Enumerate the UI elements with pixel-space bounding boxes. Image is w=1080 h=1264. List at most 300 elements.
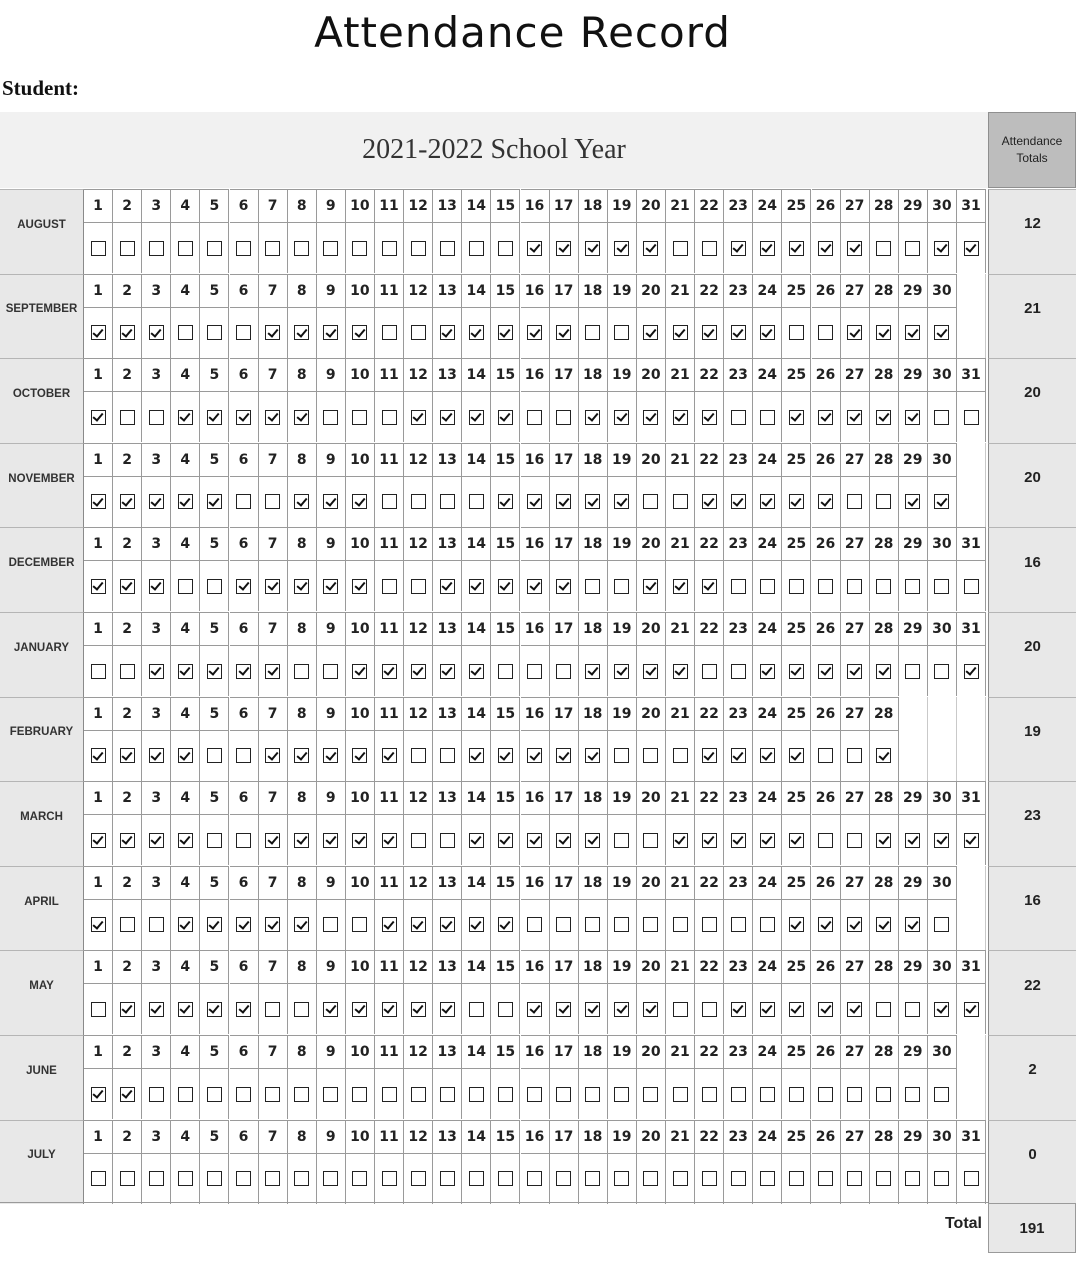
attendance-checkbox-checked[interactable]	[702, 494, 717, 509]
attendance-checkbox[interactable]	[323, 1087, 338, 1102]
attendance-checkbox-checked[interactable]	[760, 494, 775, 509]
attendance-checkbox[interactable]	[411, 748, 426, 763]
attendance-checkbox[interactable]	[731, 917, 746, 932]
attendance-checkbox-checked[interactable]	[876, 325, 891, 340]
attendance-checkbox-checked[interactable]	[527, 833, 542, 848]
attendance-checkbox[interactable]	[323, 1171, 338, 1186]
attendance-checkbox-checked[interactable]	[91, 410, 106, 425]
attendance-checkbox[interactable]	[847, 494, 862, 509]
attendance-checkbox[interactable]	[934, 664, 949, 679]
attendance-checkbox-checked[interactable]	[265, 410, 280, 425]
attendance-checkbox-checked[interactable]	[265, 664, 280, 679]
attendance-checkbox[interactable]	[760, 410, 775, 425]
attendance-checkbox-checked[interactable]	[847, 410, 862, 425]
attendance-checkbox[interactable]	[411, 494, 426, 509]
attendance-checkbox-checked[interactable]	[847, 325, 862, 340]
attendance-checkbox-checked[interactable]	[91, 917, 106, 932]
attendance-checkbox[interactable]	[964, 579, 979, 594]
attendance-checkbox-checked[interactable]	[876, 917, 891, 932]
attendance-checkbox-checked[interactable]	[178, 917, 193, 932]
attendance-checkbox-checked[interactable]	[556, 1002, 571, 1017]
attendance-checkbox-checked[interactable]	[352, 833, 367, 848]
attendance-checkbox-checked[interactable]	[323, 1002, 338, 1017]
attendance-checkbox[interactable]	[934, 1087, 949, 1102]
attendance-checkbox[interactable]	[556, 917, 571, 932]
attendance-checkbox-checked[interactable]	[149, 748, 164, 763]
attendance-checkbox[interactable]	[643, 494, 658, 509]
attendance-checkbox-checked[interactable]	[818, 917, 833, 932]
attendance-checkbox-checked[interactable]	[760, 1002, 775, 1017]
attendance-checkbox-checked[interactable]	[91, 748, 106, 763]
attendance-checkbox-checked[interactable]	[847, 917, 862, 932]
attendance-checkbox[interactable]	[614, 1087, 629, 1102]
attendance-checkbox[interactable]	[527, 664, 542, 679]
attendance-checkbox-checked[interactable]	[527, 1002, 542, 1017]
attendance-checkbox-checked[interactable]	[789, 241, 804, 256]
attendance-checkbox-checked[interactable]	[207, 494, 222, 509]
attendance-checkbox-checked[interactable]	[789, 748, 804, 763]
attendance-checkbox[interactable]	[440, 241, 455, 256]
attendance-checkbox[interactable]	[294, 241, 309, 256]
attendance-checkbox[interactable]	[91, 1171, 106, 1186]
attendance-checkbox-checked[interactable]	[323, 748, 338, 763]
attendance-checkbox[interactable]	[236, 1087, 251, 1102]
attendance-checkbox-checked[interactable]	[120, 325, 135, 340]
attendance-checkbox[interactable]	[673, 1002, 688, 1017]
attendance-checkbox[interactable]	[934, 410, 949, 425]
attendance-checkbox[interactable]	[731, 579, 746, 594]
attendance-checkbox-checked[interactable]	[207, 410, 222, 425]
attendance-checkbox[interactable]	[149, 1171, 164, 1186]
attendance-checkbox-checked[interactable]	[236, 579, 251, 594]
attendance-checkbox[interactable]	[236, 748, 251, 763]
attendance-checkbox-checked[interactable]	[818, 494, 833, 509]
attendance-checkbox-checked[interactable]	[352, 1002, 367, 1017]
attendance-checkbox-checked[interactable]	[469, 410, 484, 425]
attendance-checkbox[interactable]	[964, 1171, 979, 1186]
attendance-checkbox[interactable]	[91, 664, 106, 679]
attendance-checkbox-checked[interactable]	[731, 833, 746, 848]
attendance-checkbox-checked[interactable]	[440, 410, 455, 425]
attendance-checkbox-checked[interactable]	[469, 579, 484, 594]
attendance-checkbox[interactable]	[760, 1087, 775, 1102]
attendance-checkbox[interactable]	[760, 1171, 775, 1186]
attendance-checkbox-checked[interactable]	[294, 494, 309, 509]
attendance-checkbox-checked[interactable]	[498, 579, 513, 594]
attendance-checkbox-checked[interactable]	[556, 241, 571, 256]
attendance-checkbox-checked[interactable]	[731, 325, 746, 340]
attendance-checkbox[interactable]	[643, 833, 658, 848]
attendance-checkbox[interactable]	[585, 1087, 600, 1102]
attendance-checkbox[interactable]	[498, 664, 513, 679]
attendance-checkbox[interactable]	[643, 917, 658, 932]
attendance-checkbox-checked[interactable]	[731, 1002, 746, 1017]
attendance-checkbox[interactable]	[818, 833, 833, 848]
attendance-checkbox-checked[interactable]	[934, 494, 949, 509]
attendance-checkbox[interactable]	[643, 1087, 658, 1102]
attendance-checkbox-checked[interactable]	[905, 917, 920, 932]
attendance-checkbox[interactable]	[440, 1087, 455, 1102]
attendance-checkbox[interactable]	[149, 917, 164, 932]
attendance-checkbox[interactable]	[411, 325, 426, 340]
attendance-checkbox-checked[interactable]	[207, 664, 222, 679]
attendance-checkbox-checked[interactable]	[498, 917, 513, 932]
attendance-checkbox[interactable]	[614, 1171, 629, 1186]
attendance-checkbox-checked[interactable]	[352, 748, 367, 763]
attendance-checkbox[interactable]	[614, 325, 629, 340]
attendance-checkbox[interactable]	[207, 579, 222, 594]
attendance-checkbox[interactable]	[702, 664, 717, 679]
attendance-checkbox[interactable]	[614, 579, 629, 594]
attendance-checkbox[interactable]	[847, 1087, 862, 1102]
attendance-checkbox-checked[interactable]	[294, 325, 309, 340]
attendance-checkbox-checked[interactable]	[643, 664, 658, 679]
attendance-checkbox[interactable]	[382, 410, 397, 425]
attendance-checkbox[interactable]	[847, 833, 862, 848]
attendance-checkbox-checked[interactable]	[207, 917, 222, 932]
attendance-checkbox[interactable]	[382, 494, 397, 509]
attendance-checkbox[interactable]	[265, 241, 280, 256]
attendance-checkbox-checked[interactable]	[702, 325, 717, 340]
attendance-checkbox-checked[interactable]	[120, 748, 135, 763]
attendance-checkbox-checked[interactable]	[964, 241, 979, 256]
attendance-checkbox[interactable]	[818, 748, 833, 763]
attendance-checkbox-checked[interactable]	[847, 241, 862, 256]
attendance-checkbox[interactable]	[585, 917, 600, 932]
attendance-checkbox[interactable]	[673, 1171, 688, 1186]
attendance-checkbox[interactable]	[382, 1087, 397, 1102]
attendance-checkbox[interactable]	[585, 325, 600, 340]
attendance-checkbox[interactable]	[905, 1087, 920, 1102]
attendance-checkbox[interactable]	[440, 748, 455, 763]
attendance-checkbox-checked[interactable]	[527, 241, 542, 256]
attendance-checkbox-checked[interactable]	[556, 833, 571, 848]
attendance-checkbox-checked[interactable]	[91, 325, 106, 340]
attendance-checkbox-checked[interactable]	[498, 494, 513, 509]
attendance-checkbox-checked[interactable]	[411, 917, 426, 932]
attendance-checkbox-checked[interactable]	[789, 917, 804, 932]
attendance-checkbox[interactable]	[905, 1171, 920, 1186]
attendance-checkbox[interactable]	[236, 1171, 251, 1186]
attendance-checkbox[interactable]	[178, 579, 193, 594]
attendance-checkbox-checked[interactable]	[352, 664, 367, 679]
attendance-checkbox[interactable]	[789, 325, 804, 340]
attendance-checkbox-checked[interactable]	[876, 410, 891, 425]
attendance-checkbox[interactable]	[556, 410, 571, 425]
attendance-checkbox[interactable]	[498, 1002, 513, 1017]
attendance-checkbox[interactable]	[294, 1002, 309, 1017]
attendance-checkbox-checked[interactable]	[585, 494, 600, 509]
attendance-checkbox[interactable]	[178, 325, 193, 340]
attendance-checkbox-checked[interactable]	[964, 1002, 979, 1017]
attendance-checkbox[interactable]	[120, 241, 135, 256]
attendance-checkbox[interactable]	[760, 917, 775, 932]
attendance-checkbox[interactable]	[149, 410, 164, 425]
attendance-checkbox-checked[interactable]	[614, 494, 629, 509]
attendance-checkbox-checked[interactable]	[673, 325, 688, 340]
attendance-checkbox-checked[interactable]	[585, 833, 600, 848]
attendance-checkbox-checked[interactable]	[91, 494, 106, 509]
attendance-checkbox-checked[interactable]	[294, 579, 309, 594]
attendance-checkbox[interactable]	[323, 664, 338, 679]
attendance-checkbox-checked[interactable]	[236, 410, 251, 425]
attendance-checkbox-checked[interactable]	[556, 579, 571, 594]
attendance-checkbox-checked[interactable]	[934, 1002, 949, 1017]
attendance-checkbox-checked[interactable]	[265, 748, 280, 763]
attendance-checkbox-checked[interactable]	[120, 1087, 135, 1102]
attendance-checkbox[interactable]	[294, 1087, 309, 1102]
attendance-checkbox[interactable]	[178, 241, 193, 256]
attendance-checkbox-checked[interactable]	[91, 833, 106, 848]
attendance-checkbox-checked[interactable]	[585, 748, 600, 763]
attendance-checkbox-checked[interactable]	[847, 664, 862, 679]
attendance-checkbox[interactable]	[91, 1002, 106, 1017]
attendance-checkbox[interactable]	[236, 494, 251, 509]
attendance-checkbox[interactable]	[818, 325, 833, 340]
attendance-checkbox[interactable]	[411, 579, 426, 594]
attendance-checkbox[interactable]	[702, 1087, 717, 1102]
attendance-checkbox[interactable]	[352, 917, 367, 932]
attendance-checkbox[interactable]	[527, 1171, 542, 1186]
attendance-checkbox[interactable]	[207, 833, 222, 848]
attendance-checkbox[interactable]	[585, 579, 600, 594]
attendance-checkbox[interactable]	[411, 241, 426, 256]
attendance-checkbox[interactable]	[556, 1087, 571, 1102]
attendance-checkbox[interactable]	[149, 1087, 164, 1102]
attendance-checkbox-checked[interactable]	[760, 833, 775, 848]
attendance-checkbox-checked[interactable]	[585, 664, 600, 679]
attendance-checkbox[interactable]	[207, 1171, 222, 1186]
attendance-checkbox-checked[interactable]	[585, 1002, 600, 1017]
attendance-checkbox[interactable]	[934, 1171, 949, 1186]
attendance-checkbox[interactable]	[702, 241, 717, 256]
attendance-checkbox-checked[interactable]	[905, 325, 920, 340]
attendance-checkbox[interactable]	[411, 1171, 426, 1186]
attendance-checkbox[interactable]	[876, 579, 891, 594]
attendance-checkbox-checked[interactable]	[149, 494, 164, 509]
attendance-checkbox-checked[interactable]	[818, 1002, 833, 1017]
attendance-checkbox[interactable]	[469, 494, 484, 509]
attendance-checkbox[interactable]	[120, 664, 135, 679]
attendance-checkbox-checked[interactable]	[411, 1002, 426, 1017]
attendance-checkbox-checked[interactable]	[440, 664, 455, 679]
attendance-checkbox[interactable]	[323, 917, 338, 932]
attendance-checkbox[interactable]	[207, 1087, 222, 1102]
attendance-checkbox-checked[interactable]	[731, 748, 746, 763]
attendance-checkbox[interactable]	[789, 579, 804, 594]
attendance-checkbox-checked[interactable]	[149, 325, 164, 340]
attendance-checkbox-checked[interactable]	[876, 664, 891, 679]
attendance-checkbox[interactable]	[673, 748, 688, 763]
attendance-checkbox[interactable]	[352, 241, 367, 256]
attendance-checkbox[interactable]	[498, 1171, 513, 1186]
attendance-checkbox[interactable]	[149, 241, 164, 256]
attendance-checkbox[interactable]	[265, 494, 280, 509]
attendance-checkbox[interactable]	[905, 241, 920, 256]
attendance-checkbox[interactable]	[789, 1171, 804, 1186]
attendance-checkbox-checked[interactable]	[382, 664, 397, 679]
attendance-checkbox[interactable]	[469, 1002, 484, 1017]
attendance-checkbox-checked[interactable]	[382, 1002, 397, 1017]
attendance-checkbox-checked[interactable]	[120, 494, 135, 509]
attendance-checkbox[interactable]	[236, 241, 251, 256]
attendance-checkbox-checked[interactable]	[120, 833, 135, 848]
attendance-checkbox-checked[interactable]	[236, 917, 251, 932]
attendance-checkbox[interactable]	[905, 1002, 920, 1017]
attendance-checkbox-checked[interactable]	[440, 917, 455, 932]
attendance-checkbox[interactable]	[731, 1087, 746, 1102]
attendance-checkbox-checked[interactable]	[556, 325, 571, 340]
attendance-checkbox[interactable]	[120, 917, 135, 932]
attendance-checkbox-checked[interactable]	[876, 748, 891, 763]
attendance-checkbox-checked[interactable]	[702, 579, 717, 594]
attendance-checkbox-checked[interactable]	[149, 833, 164, 848]
attendance-checkbox-checked[interactable]	[585, 241, 600, 256]
attendance-checkbox-checked[interactable]	[149, 664, 164, 679]
attendance-checkbox[interactable]	[585, 1171, 600, 1186]
attendance-checkbox-checked[interactable]	[469, 325, 484, 340]
attendance-checkbox[interactable]	[876, 1171, 891, 1186]
attendance-checkbox[interactable]	[673, 1087, 688, 1102]
attendance-checkbox[interactable]	[352, 410, 367, 425]
attendance-checkbox-checked[interactable]	[440, 579, 455, 594]
attendance-checkbox-checked[interactable]	[905, 833, 920, 848]
attendance-checkbox-checked[interactable]	[614, 1002, 629, 1017]
attendance-checkbox[interactable]	[731, 664, 746, 679]
attendance-checkbox-checked[interactable]	[760, 325, 775, 340]
attendance-checkbox[interactable]	[120, 1171, 135, 1186]
attendance-checkbox-checked[interactable]	[673, 410, 688, 425]
attendance-checkbox[interactable]	[382, 241, 397, 256]
attendance-checkbox[interactable]	[440, 1171, 455, 1186]
attendance-checkbox-checked[interactable]	[614, 241, 629, 256]
attendance-checkbox-checked[interactable]	[643, 241, 658, 256]
attendance-checkbox-checked[interactable]	[382, 748, 397, 763]
attendance-checkbox[interactable]	[440, 494, 455, 509]
attendance-checkbox-checked[interactable]	[178, 833, 193, 848]
attendance-checkbox[interactable]	[556, 664, 571, 679]
attendance-checkbox-checked[interactable]	[440, 1002, 455, 1017]
attendance-checkbox[interactable]	[294, 1171, 309, 1186]
attendance-checkbox[interactable]	[673, 494, 688, 509]
attendance-checkbox[interactable]	[643, 748, 658, 763]
attendance-checkbox-checked[interactable]	[614, 664, 629, 679]
attendance-checkbox-checked[interactable]	[352, 494, 367, 509]
attendance-checkbox-checked[interactable]	[643, 410, 658, 425]
attendance-checkbox-checked[interactable]	[178, 664, 193, 679]
attendance-checkbox[interactable]	[469, 241, 484, 256]
attendance-checkbox[interactable]	[411, 833, 426, 848]
attendance-checkbox[interactable]	[352, 1171, 367, 1186]
attendance-checkbox[interactable]	[352, 1087, 367, 1102]
attendance-checkbox-checked[interactable]	[469, 917, 484, 932]
attendance-checkbox[interactable]	[731, 1171, 746, 1186]
attendance-checkbox[interactable]	[731, 410, 746, 425]
attendance-checkbox[interactable]	[643, 1171, 658, 1186]
attendance-checkbox-checked[interactable]	[323, 579, 338, 594]
attendance-checkbox-checked[interactable]	[236, 1002, 251, 1017]
attendance-checkbox-checked[interactable]	[905, 410, 920, 425]
attendance-checkbox[interactable]	[498, 241, 513, 256]
attendance-checkbox-checked[interactable]	[178, 410, 193, 425]
attendance-checkbox-checked[interactable]	[556, 494, 571, 509]
attendance-checkbox-checked[interactable]	[236, 664, 251, 679]
attendance-checkbox-checked[interactable]	[643, 325, 658, 340]
attendance-checkbox-checked[interactable]	[498, 410, 513, 425]
attendance-checkbox[interactable]	[847, 579, 862, 594]
attendance-checkbox[interactable]	[236, 833, 251, 848]
attendance-checkbox-checked[interactable]	[731, 494, 746, 509]
attendance-checkbox[interactable]	[469, 1171, 484, 1186]
attendance-checkbox[interactable]	[120, 410, 135, 425]
attendance-checkbox-checked[interactable]	[789, 1002, 804, 1017]
attendance-checkbox[interactable]	[178, 1087, 193, 1102]
attendance-checkbox[interactable]	[905, 579, 920, 594]
attendance-checkbox-checked[interactable]	[352, 325, 367, 340]
attendance-checkbox-checked[interactable]	[294, 833, 309, 848]
attendance-checkbox-checked[interactable]	[643, 1002, 658, 1017]
attendance-checkbox-checked[interactable]	[265, 325, 280, 340]
attendance-checkbox[interactable]	[673, 917, 688, 932]
attendance-checkbox-checked[interactable]	[934, 833, 949, 848]
attendance-checkbox-checked[interactable]	[731, 241, 746, 256]
attendance-checkbox[interactable]	[91, 241, 106, 256]
attendance-checkbox-checked[interactable]	[149, 579, 164, 594]
attendance-checkbox-checked[interactable]	[585, 410, 600, 425]
attendance-checkbox-checked[interactable]	[905, 494, 920, 509]
attendance-checkbox[interactable]	[527, 410, 542, 425]
attendance-checkbox-checked[interactable]	[498, 833, 513, 848]
attendance-checkbox-checked[interactable]	[934, 241, 949, 256]
attendance-checkbox-checked[interactable]	[178, 748, 193, 763]
attendance-checkbox-checked[interactable]	[556, 748, 571, 763]
attendance-checkbox-checked[interactable]	[527, 579, 542, 594]
attendance-checkbox[interactable]	[847, 1171, 862, 1186]
attendance-checkbox-checked[interactable]	[702, 748, 717, 763]
attendance-checkbox[interactable]	[702, 1171, 717, 1186]
attendance-checkbox-checked[interactable]	[352, 579, 367, 594]
attendance-checkbox-checked[interactable]	[789, 664, 804, 679]
attendance-checkbox[interactable]	[207, 325, 222, 340]
attendance-checkbox[interactable]	[934, 579, 949, 594]
attendance-checkbox-checked[interactable]	[789, 833, 804, 848]
attendance-checkbox[interactable]	[614, 833, 629, 848]
attendance-checkbox-checked[interactable]	[411, 410, 426, 425]
attendance-checkbox-checked[interactable]	[818, 664, 833, 679]
attendance-checkbox-checked[interactable]	[527, 494, 542, 509]
attendance-checkbox[interactable]	[702, 917, 717, 932]
attendance-checkbox-checked[interactable]	[91, 579, 106, 594]
attendance-checkbox[interactable]	[673, 241, 688, 256]
attendance-checkbox[interactable]	[265, 1087, 280, 1102]
attendance-checkbox[interactable]	[818, 579, 833, 594]
attendance-checkbox-checked[interactable]	[382, 917, 397, 932]
attendance-checkbox[interactable]	[382, 325, 397, 340]
attendance-checkbox-checked[interactable]	[760, 664, 775, 679]
attendance-checkbox-checked[interactable]	[149, 1002, 164, 1017]
attendance-checkbox[interactable]	[527, 917, 542, 932]
attendance-checkbox[interactable]	[702, 1002, 717, 1017]
attendance-checkbox-checked[interactable]	[818, 410, 833, 425]
attendance-checkbox[interactable]	[905, 664, 920, 679]
attendance-checkbox-checked[interactable]	[673, 664, 688, 679]
attendance-checkbox-checked[interactable]	[789, 494, 804, 509]
attendance-checkbox[interactable]	[876, 1087, 891, 1102]
attendance-checkbox[interactable]	[207, 748, 222, 763]
attendance-checkbox-checked[interactable]	[614, 410, 629, 425]
attendance-checkbox-checked[interactable]	[527, 748, 542, 763]
attendance-checkbox-checked[interactable]	[323, 494, 338, 509]
